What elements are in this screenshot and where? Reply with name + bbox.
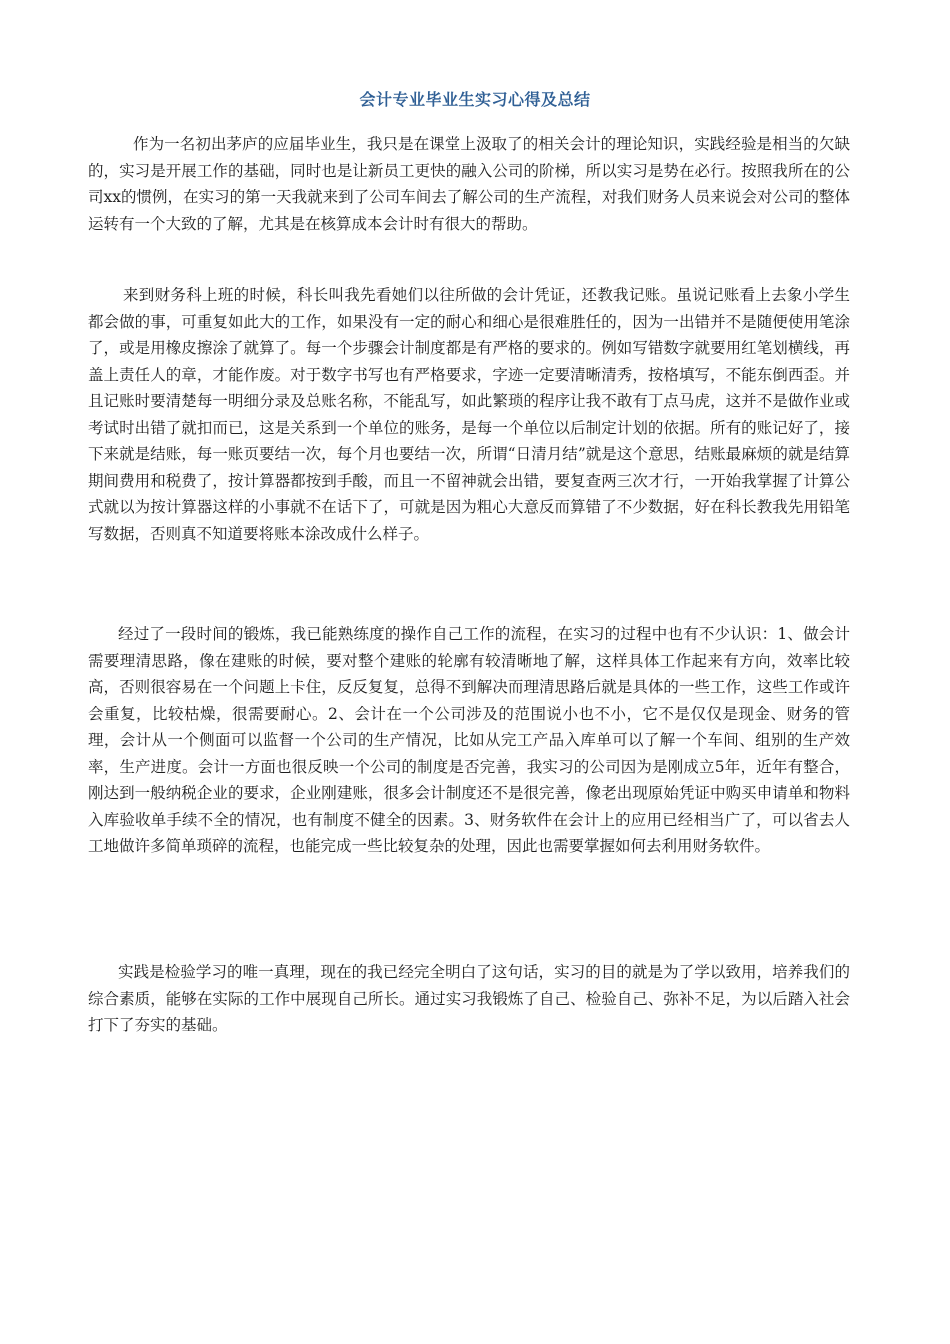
- paragraph-4: 实践是检验学习的唯一真理，现在的我已经完全明白了这句话，实习的目的就是为了学以致用，培养我们的综合素质，能够在实际的工作中展现自己所长。通过实习我锻炼了自己、检验自己、弥补不足，为以后踏入社会打下了夯实的基础。: [88, 963, 850, 1034]
- paragraph-2: 来到财务科上班的时候，科长叫我先看她们以往所做的会计凭证，还教我记账。虽说记账看上去象小学生都会做的事，可重复如此大的工作，如果没有一定的耐心和细心是很难胜任的，因为一出错并不是随便使用笔涂了，或是用橡皮擦涂了就算了。每一个步骤会计制度都是有严格的要求的。例如写错数字就要用红笔划横线，再盖上责任人的章，才能作废。对于数字书写也有严格要求，字迹一定要清晰清秀，按格填写，不能东倒西歪。并且记账时要清楚每一明细分录及总账名称，不能乱写，如此繁琐的程序让我不敢有丁点马虎，这并不是做作业或考试时出错了就扣而已，这是关系到一个单位的账务，是每一个单位以后制定计划的依据。所有的账记好了，接下来就是结账，每一账页要结一次，每个月也要结一次，所谓“日清月结”就是这个意思，结账最麻烦的就是结算期间费用和税费了，按计算器都按到手酸，而且一不留神就会出错，要复查两三次才行，一开始我掌握了计算公式就以为按计算器这样的小事就不在话下了，可就是因为粗心大意反而算错了不少数据，好在科长教我先用铅笔写数据，否则真不知道要将账本涂改成什么样子。: [88, 286, 850, 543]
- paragraph-3: 经过了一段时间的锻炼，我已能熟练度的操作自己工作的流程，在实习的过程中也有不少认识：1、做会计需要理清思路，像在建账的时候，要对整个建账的轮廓有较清晰地了解，这样具体工作起来有方向，效率比较高，否则很容易在一个问题上卡住，反反复复，总得不到解决而理清思路后就是具体的一些工作，这些工作或许会重复，比较枯燥，很需要耐心。2、会计在一个公司涉及的范围说小也不小，它不是仅仅是现金、财务的管理，会计从一个侧面可以监督一个公司的生产情况，比如从完工产品入库单可以了解一个车间、组别的生产效率，生产进度。会计一方面也很反映一个公司的制度是否完善，我实习的公司因为是刚成立5年，近年有整合，刚达到一般纳税企业的要求，企业刚建账，很多会计制度还不是很完善，像老出现原始凭证中购买申请单和物料入库验收单手续不全的情况，也有制度不健全的因素。3、财务软件在会计上的应用已经相当广了，可以省去人工地做许多简单琐碎的流程，也能完成一些比较复杂的处理，因此也需要掌握如何去利用财务软件。: [88, 625, 850, 855]
- page-title: 会计专业毕业生实习心得及总结: [359, 90, 591, 109]
- paragraph-1: 作为一名初出茅庐的应届毕业生，我只是在课堂上汲取了的相关会计的理论知识，实践经验是相当的欠缺的，实习是开展工作的基础，同时也是让新员工更快的融入公司的阶梯，所以实习是势在必行。按照我所在的公司xx的惯例，在实习的第一天我就来到了公司车间去了解公司的生产流程，对我们财务人员来说会对公司的整体运转有一个大致的了解，尤其是在核算成本会计时有很大的帮助。: [88, 135, 850, 233]
